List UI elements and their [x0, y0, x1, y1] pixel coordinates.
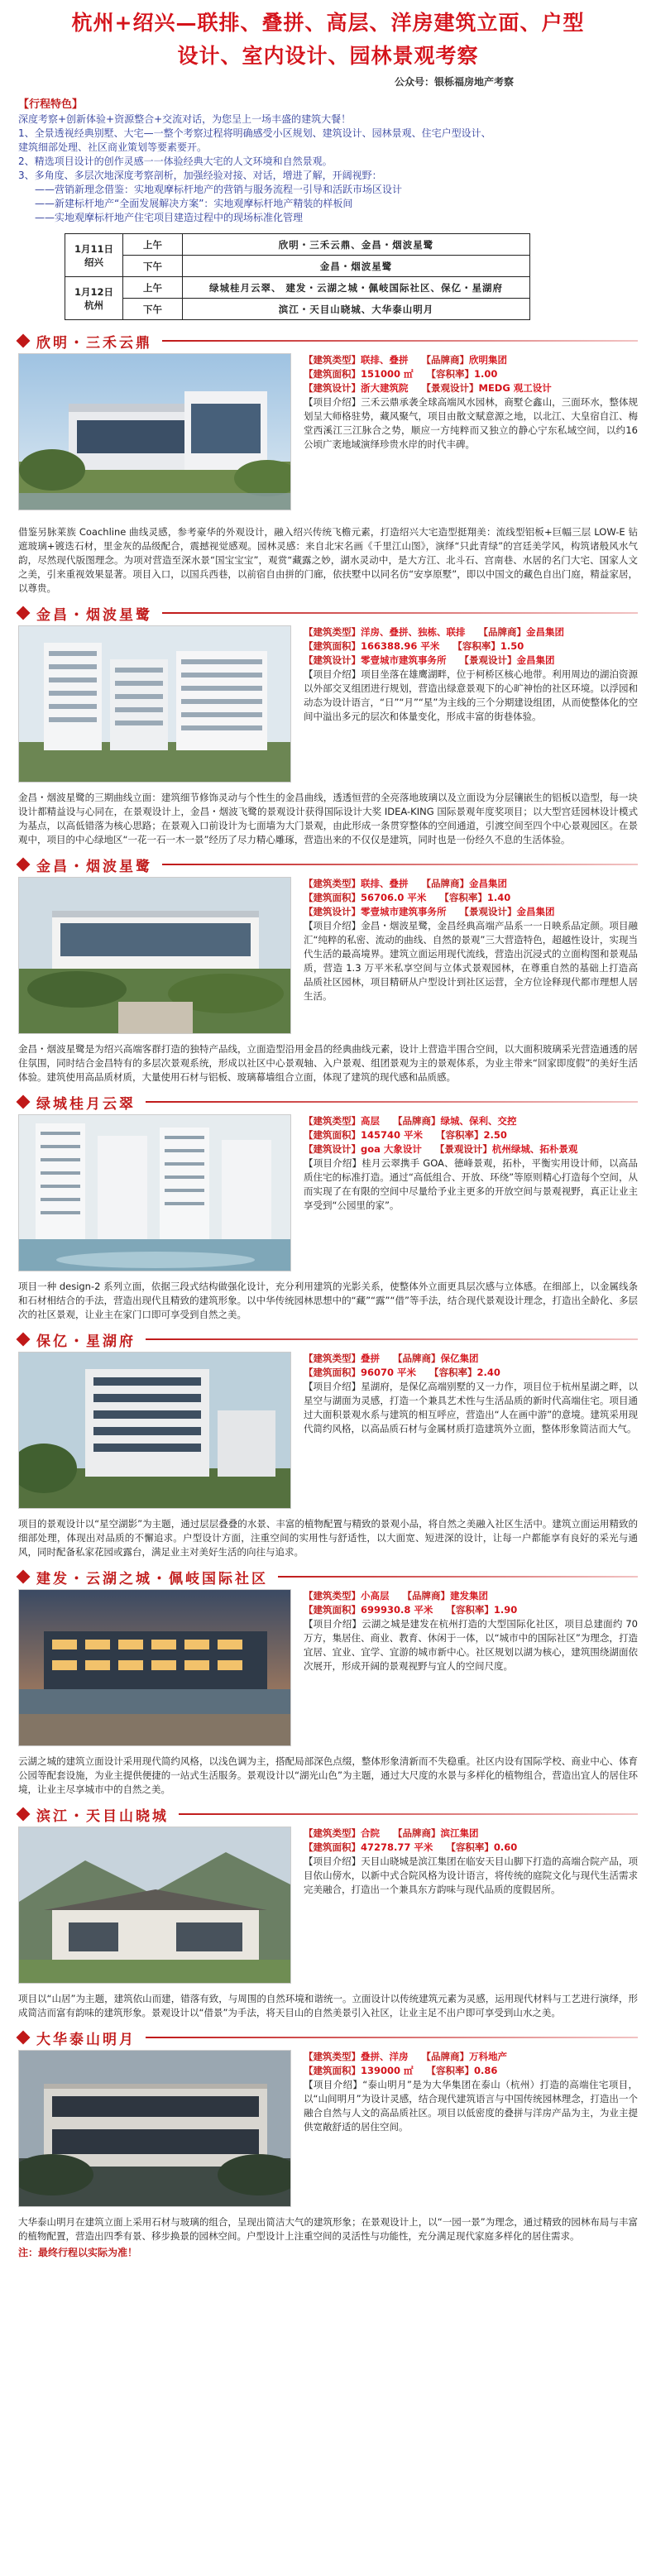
project-photo	[18, 1589, 291, 1746]
project-block	[18, 877, 638, 1042]
divider	[278, 1576, 638, 1578]
schedule-content: 金昌・烟波星鹭	[183, 256, 530, 277]
feature-line: 建筑细部处理、社区商业策划等要素要开。	[18, 141, 208, 153]
project-name: 保亿・星湖府	[36, 1333, 136, 1350]
divider	[162, 864, 638, 865]
project-info	[304, 1114, 638, 1213]
project-header	[18, 328, 638, 353]
feature-sub-line: ——营销新理念借鉴：实地观摩标杆地产的营销与服务流程一引导和活跃市场区设计	[35, 184, 403, 195]
tag-line: 【建筑面积】139000 ㎡ 【容积率】0.86	[304, 2065, 498, 2076]
project-name: 滨江・天目山晓城	[36, 1808, 169, 1825]
project-header	[18, 1802, 638, 1827]
schedule-table	[65, 233, 530, 320]
project-block	[18, 1352, 638, 1517]
project-intro: 【项目介绍】“泰山明月”是为大华集团在泰山（杭州）打造的高端住宅项目，以“山间明月”为设计灵感，结合现代建筑语言与中国传统园林理念，打造出一个融合自然与人文的高品质社区。项目以低密度的叠拼与洋房产品为主，为业主提供宽敞舒适的居住空间。	[304, 2079, 638, 2133]
schedule-row	[65, 256, 530, 277]
tag-line: 【建筑类型】联排、叠拼 【品牌商】金昌集团	[304, 878, 507, 889]
tag-line: 【建筑面积】699930.8 平米 【容积率】1.90	[304, 1604, 518, 1616]
project-description: 大华泰山明月在建筑立面上采用石材与玻璃的组合，呈现出简洁大气的建筑形象；在景观设计上，以“一园一景”为理念，通过精致的园林布局与丰富的植物配置，营造出四季有景、移步换景的园林空间。户型设计上注重空间的灵活性与功能性，充分满足现代家庭多样化的居住需求。	[18, 2216, 638, 2242]
project-description: 项目的景观设计以“星空湖影”为主题，通过层层叠叠的水景、丰富的植物配置与精致的景观小品，将自然之美融入社区生活中。建筑立面运用精致的细部处理，体现出对品质的不懈追求。户型设计方面，注重空间的实用性与舒适性，以大面宽、短进深的设计，让每一户都能享有良好的采光与通风，同时配备私家花园或露台，满足业主对美好生活的向往与追求。	[18, 1518, 638, 1558]
diamond-icon	[17, 2031, 31, 2045]
project-block	[18, 1827, 638, 1992]
tag-line: 【建筑类型】洋房、叠拼、独栋、联排 【品牌商】金昌集团	[304, 626, 564, 638]
project-description: 项目以“山居”为主题，建筑依山而建，错落有致，与周围的自然环境和谐统一。立面设计以传统建筑元素为灵感，运用现代材料与工艺进行演绎，形成简洁而富有韵味的建筑形象。景观设计以“借景”为手法，将天目山的自然美景引入社区，让业主足不出户即可享受到山水之美。	[18, 1993, 638, 2018]
project-photo	[18, 1827, 291, 1984]
schedule-row	[65, 277, 530, 299]
project-photo	[18, 625, 291, 783]
schedule-slot: 下午	[123, 299, 183, 320]
features-heading: 【行程特色】	[18, 98, 84, 111]
feature-sub-line: ——实地观摩标杆地产住宅项目建造过程中的现场标准化管理	[35, 212, 304, 223]
feature-line: 2、精选项目设计的创作灵感一一体验经典大宅的人文环境和自然景观。	[18, 156, 333, 167]
project-intro: 【项目介绍】星湖府，是保亿高端别墅的又一力作，项目位于杭州星湖之畔，以星空与湖面为灵感，打造一个兼具艺术性与生活品质的新时代高端住宅。项目通过大面积景观水系与建筑的相互呼应，营造出“人在画中游”的意境。建筑采用现代简约风格，以高品质石材与金属材质打造建筑外立面，整体形象简洁而大气。	[304, 1381, 638, 1434]
project-info	[304, 2050, 638, 2134]
project-intro: 【项目介绍】云湖之城是建发在杭州打造的大型国际化社区，项目总建面约 70 万方，集居住、商业、教育、休闲于一体，以“城市中的国际社区”为理念，打造宜居、宜业、宜学、宜游的城市新中心。社区规划以湖为核心，建筑围绕湖面依次展开，形成开阔的景观视野与宜人的空间尺度。	[304, 1618, 638, 1672]
hero-title-line1: 杭州+绍兴—联排、叠拼、高层、洋房建筑立面、户型	[71, 11, 585, 35]
diamond-icon	[17, 1808, 31, 1822]
tag-line: 【建筑面积】56706.0 平米 【容积率】1.40	[304, 892, 511, 903]
tag-line: 【建筑类型】合院 【品牌商】滨江集团	[304, 1827, 479, 1839]
diamond-icon	[17, 858, 31, 872]
project-intro: 【项目介绍】桂月云翠携手 GOA、德峰景观，拓朴，平衡实用设计师，以高品质住宅的标准打造。通过“高低组合、开放、环绕”等原则精心打造每个空间，从而实现了在有限的空间中尽量给予业主更多的开放空间与景观视野，真正让业主享受到“公园里的家”。	[304, 1157, 638, 1211]
project-header	[18, 1327, 638, 1352]
project-photo	[18, 877, 291, 1034]
project-photo	[18, 1352, 291, 1509]
diamond-icon	[17, 1095, 31, 1109]
feature-line: 3、多角度、多层次地深度考察剖析，加强经验对接、对话，增进了解，开阔视野：	[18, 170, 382, 181]
project-block	[18, 2050, 638, 2215]
tag-line: 【建筑面积】47278.77 平米 【容积率】0.60	[304, 1841, 518, 1853]
project-header	[18, 1089, 638, 1114]
tag-line: 【建筑类型】叠拼、洋房 【品牌商】万科地产	[304, 2051, 507, 2062]
divider	[179, 1813, 638, 1815]
divider	[146, 1338, 638, 1340]
tag-line: 【建筑设计】浙大建筑院 【景观设计】MEDG 观工设计	[304, 382, 552, 394]
project-intro: 【项目介绍】三禾云鼎承袭全球高端风水园林，商墅仑鑫山，三面环水，整体规划呈大师格驻势，藏风聚气，项目由散文赋意源之地，以北江、大皇宿自江、梅堂西溪江三江脉合之势，顺应一方纯粹而又独立的静心宁东私域空间，以约16公顷广袤地域演绎珍贵水岸的时代丰碑。	[304, 396, 638, 450]
project-info	[304, 353, 638, 452]
project-block	[18, 1114, 638, 1280]
diamond-icon	[17, 606, 31, 620]
schedule-slot: 下午	[123, 256, 183, 277]
feature-line: 深度考察+创新体验+资源整合+交流对话，为您呈上一场丰盛的建筑大餐！	[18, 113, 352, 125]
project-intro: 【项目介绍】天目山晓城是滨江集团在临安天目山脚下打造的高端合院产品，项目依山傍水，以新中式合院风格为设计语言，将传统的庭院文化与现代生活需求完美融合，打造出一个兼具东方韵味与现代品质的度假居所。	[304, 1855, 638, 1895]
tag-line: 【建筑类型】联排、叠拼 【品牌商】欣明集团	[304, 354, 507, 366]
project-intro: 【项目介绍】金昌・烟波星鹭，金昌经典高端产品系一一日映系品定颜。项目融汇“纯粹的私密、流动的曲线、自然的景观”三大营造特色，超越性设计，实现当代生活的最高境界。建筑立面运用现代流线，营造出沉浸式的立面构图和景观品质，营造 1.3 万平米私享空间与立体式景观园林，在尊重自然的基础上打造高品质社区园林，项目精研从户型设计到社区运营，全方位诠释现代都市理想人居生活。	[304, 920, 638, 1002]
publisher: 公众号：银栎福房地产考察	[394, 76, 514, 88]
project-description: 云湖之城的建筑立面设计采用现代简约风格，以浅色调为主，搭配局部深色点缀，整体形象清新而不失稳重。社区内设有国际学校、商业中心、体育公园等配套设施，为业主提供便捷的一站式生活服务。景观设计以“湖光山色”为主题，通过大尺度的水景与多样化的植物组合，营造出宜人的居住环境，让业主尽享城市中的自然之美。	[18, 1755, 638, 1795]
schedule-content: 绿城桂月云翠、 建发・云湖之城・佩岐国际社区、保亿・星湖府	[183, 277, 530, 299]
project-header	[18, 2025, 638, 2050]
project-description: 项目一种 design-2 系列立面，依据三段式结构做强化设计，充分利用建筑的光影关系，使整体外立面更具层次感与立体感。在细部上，以金属线条和石材相结合的手法，营造出现代且精致的建筑形象。以中华传统园林思想中的“藏”“露”“借”等手法，结合现代景观设计理念，打造出全龄化、多层次的社区景观，让业主在家门口即可享受到自然之美。	[18, 1281, 638, 1320]
divider	[146, 2037, 638, 2038]
project-header	[18, 601, 638, 625]
project-description: 借鉴另脉莱族 Coachline 曲线灵感，参考豪华的外观设计，融入绍兴传统飞檐元素，打造绍兴大宅造型挺翔美：流线型铝板+巨幅三层 LOW-E 钻遮玻璃+镀迭石材，里金灰的品级配合，震撼视觉感观。园林灵感：来自北宋名画《千里江山图》，演绎“只此青绿”的宫廷美学风，构筑诸般风水气韵，尽然现代版图理念。为项对营造至深水景“国宝宝宝”，观赏“藏露之妙，湖水灵动中，是大方江、北斗石、宫南巷、水居的名门大宅、国家人文之美，引来重视效果显著。项目入口，以国兵西巷，以前宿自由拼的门廊，依扶墅中以同名仿“安享原墅”，即以中国文的藏色自出门庭，精益家居，以尊贵。	[18, 526, 638, 594]
schedule-content: 欣明・三禾云鼎、金昌・烟波星鹭	[183, 234, 530, 256]
diamond-icon	[17, 1570, 31, 1584]
project-intro: 【项目介绍】项目坐落在雄鹰湖畔，位于柯桥区核心地带。利用周边的湖泊资源以外部交叉组团进行规划，营造出绿意景观下的心旷神怡的社区环境。以浮园和动态为设计语言，“日”“月”“星”为主线的三个分期建设组团，从而使整体化的空间中溢出多元的层次和体量变化，形成丰富的街巷体验。	[304, 668, 638, 722]
tag-line: 【建筑类型】小高层 【品牌商】建发集团	[304, 1590, 488, 1602]
project-info	[304, 877, 638, 1003]
project-name: 大华泰山明月	[36, 2031, 136, 2048]
divider	[162, 340, 638, 342]
tag-line: 【建筑设计】零壹城市建筑事务所 【景观设计】金昌集团	[304, 654, 555, 666]
project-photo	[18, 1114, 291, 1271]
schedule-date: 1月12日 杭州	[65, 277, 123, 320]
features-section	[18, 92, 638, 225]
project-block	[18, 353, 638, 525]
hero-title	[18, 0, 638, 73]
feature-sub-line: ——新建标杆地产“全面发展解决方案”：实地观摩标杆地产精装的样板间	[35, 198, 353, 209]
diamond-icon	[17, 1333, 31, 1347]
tag-line: 【建筑面积】96070 平米 【容积率】2.40	[304, 1367, 500, 1378]
project-header	[18, 1564, 638, 1589]
tag-line: 【建筑面积】166388.96 平米 【容积率】1.50	[304, 640, 524, 652]
schedule-content: 滨江・天目山晓城、大华泰山明月	[183, 299, 530, 320]
project-name: 金昌・烟波星鹭	[36, 858, 152, 875]
hero-title-line2: 设计、室内设计、园林景观考察	[177, 44, 479, 68]
project-name: 建发・云湖之城・佩岐国际社区	[36, 1570, 268, 1587]
diamond-icon	[17, 334, 31, 348]
tag-line: 【建筑面积】151000 ㎡ 【容积率】1.00	[304, 368, 498, 380]
project-info	[304, 1827, 638, 1897]
project-description: 金昌・烟波星鹭是为绍兴高端客群打造的独特产品线，立面造型沿用金昌的经典曲线元素，设计上营造半围合空间，以大面积玻璃采光营造通透的居住氛围，同时结合金昌特有的多层次景观系统，形成以社区中心景观轴、入户景观、组团景观为主的景观体系，为业主带来“回家即度假”的美好生活体验。建筑使用高品质材质，大量使用石材与铝板、玻璃幕墙组合立面，体现了建筑的现代感和品质感。	[18, 1043, 638, 1083]
project-name: 绿城桂月云翠	[36, 1095, 136, 1113]
tag-line: 【建筑面积】145740 平米 【容积率】2.50	[304, 1129, 507, 1141]
divider	[162, 612, 638, 614]
feature-line: 1、全景透视经典别墅、大宅—一整个考察过程将明确感受小区规划、建筑设计、园林景观、住宅户型设计、	[18, 127, 491, 139]
project-block	[18, 1589, 638, 1755]
project-info	[304, 625, 638, 724]
project-info	[304, 1589, 638, 1673]
project-name: 金昌・烟波星鹭	[36, 606, 152, 624]
project-info	[304, 1352, 638, 1436]
schedule-slot: 上午	[123, 277, 183, 299]
tag-line: 【建筑设计】零壹城市建筑事务所 【景观设计】金昌集团	[304, 906, 555, 917]
schedule-row	[65, 234, 530, 256]
tag-line: 【建筑设计】goa 大象设计 【景观设计】杭州绿城、拓朴景观	[304, 1143, 578, 1155]
divider	[146, 1101, 638, 1103]
tag-line: 【建筑类型】叠拼 【品牌商】保亿集团	[304, 1353, 479, 1364]
schedule-slot: 上午	[123, 234, 183, 256]
schedule-date: 1月11日 绍兴	[65, 234, 123, 277]
project-photo	[18, 2050, 291, 2207]
project-description: 金昌・烟波星鹭的三期曲线立面：建筑细节修饰灵动与个性生的金昌曲线，透透恒营的全亮落地玻璃以及立面设为分层镶嵌生的铝板以造型，每一块设计都精益设与心同在，在景观设计上，金昌・烟波飞鹭的景观设计获得国际设计大奖 IDEA-KING 国际景观年度奖项目；以大型宫廷园林设计模式为基点，以高低错落为核心思路；在景观入口前设计为七面墙为大门景观，由此形成一条贯穿整体的空间通道，引渡空间至四个中心景观园区。在景观中，项目的中心绿地区“一花一石一木一景”经历了尽力精心雕琢，营造出来的不仅仅是建筑，同时也是一份经久不息的生活体验。	[18, 792, 638, 845]
tag-line: 【建筑类型】高层 【品牌商】绿城、保利、交控	[304, 1115, 517, 1127]
project-block	[18, 625, 638, 791]
project-photo	[18, 353, 291, 510]
project-name: 欣明・三禾云鼎	[36, 334, 152, 352]
footer-note: 注：最终行程以实际为准！	[18, 2247, 138, 2258]
project-header	[18, 852, 638, 877]
schedule-row	[65, 299, 530, 320]
